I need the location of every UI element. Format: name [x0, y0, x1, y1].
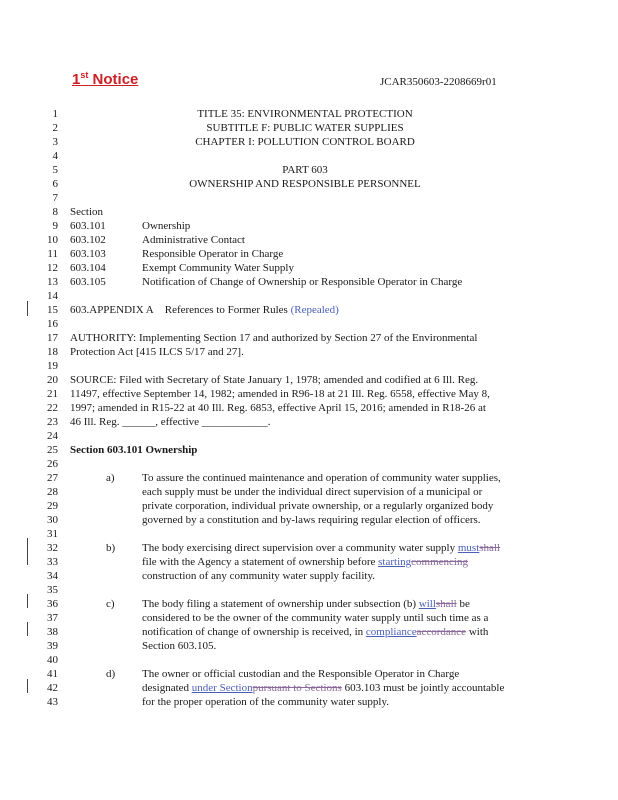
line-number: 42	[47, 682, 58, 694]
deletion: shall	[479, 542, 501, 554]
subsection-text: governed by a constitution and by-laws requiring regular election of officers.	[142, 514, 481, 526]
line-number: 14	[47, 290, 58, 302]
line-number: 15	[47, 304, 58, 316]
line-number: 8	[52, 206, 58, 218]
line-number: 33	[47, 556, 58, 568]
first-notice-label: 1st Notice	[72, 70, 139, 88]
subsection-text: notification of change of ownership is received, in complianceaccordance with	[142, 626, 489, 638]
subsection-text: The owner or official custodian and the Responsible Operator in Charge	[142, 668, 460, 680]
toc-title: Ownership	[142, 220, 191, 232]
part-number: PART 603	[282, 164, 328, 176]
subsection-text: The body filing a statement of ownership under subsection (b) willshall be	[142, 598, 470, 610]
source-line: 11497, effective September 14, 1982; amended in R96-18 at 21 Ill. Reg. 6558, effective May 8,	[70, 388, 490, 400]
insertion: must	[457, 542, 480, 554]
line-number: 23	[47, 416, 58, 428]
line-number: 22	[47, 402, 58, 414]
subsection-text: The body exercising direct supervision over a community water supply mustshall	[142, 542, 501, 554]
subsection-label: d)	[106, 668, 116, 680]
subsection-label: b)	[106, 542, 116, 554]
insertion: compliance	[365, 626, 417, 638]
authority-line: AUTHORITY: Implementing Section 17 and authorized by Section 27 of the Environmental	[70, 332, 478, 344]
deletion: shall	[435, 598, 457, 610]
insertion: will	[418, 598, 436, 610]
deletion: pursuant to Sections	[252, 682, 342, 694]
section-heading: Section 603.101 Ownership	[70, 444, 198, 456]
title-line: TITLE 35: ENVIRONMENTAL PROTECTION	[197, 108, 413, 120]
toc-title: Responsible Operator in Charge	[142, 248, 284, 260]
line-number: 1	[52, 108, 58, 120]
subsection-text: considered to be the owner of the community water supply until such time as a	[142, 612, 489, 624]
line-number: 12	[47, 262, 58, 274]
subsection-text: for the proper operation of the community water supply.	[142, 696, 390, 708]
toc-heading: Section	[70, 206, 103, 218]
line-number: 3	[52, 136, 58, 148]
repealed-insertion: (Repealed)	[290, 304, 339, 316]
subsection-text: To assure the continued maintenance and operation of community water supplies,	[142, 472, 501, 484]
toc-title: Exempt Community Water Supply	[142, 262, 294, 274]
source-line: SOURCE: Filed with Secretary of State January 1, 1978; amended and codified at 6 Ill. Reg.	[70, 374, 479, 386]
line-number: 24	[47, 430, 58, 442]
toc-appendix-title: References to Former Rules	[164, 304, 288, 316]
line-number: 20	[47, 374, 58, 386]
line-number: 28	[47, 486, 58, 498]
line-number: 41	[47, 668, 58, 680]
subtitle-line: SUBTITLE F: PUBLIC WATER SUPPLIES	[206, 122, 404, 134]
subsection-text: each supply must be under the individual direct supervision of a municipal or	[142, 486, 483, 498]
chapter-line: CHAPTER I: POLLUTION CONTROL BOARD	[195, 136, 415, 148]
deletion: commencing	[411, 556, 468, 568]
subsection-text: file with the Agency a statement of ownership before startingcommencing	[142, 556, 468, 568]
line-number: 40	[47, 654, 58, 666]
line-number: 36	[47, 598, 58, 610]
line-number: 19	[47, 360, 58, 372]
line-number: 29	[47, 500, 58, 512]
line-number: 17	[47, 332, 58, 344]
deletion: accordance	[416, 626, 467, 638]
toc-code: 603.104	[70, 262, 106, 274]
toc-code: 603.103	[70, 248, 106, 260]
line-number: 35	[47, 584, 58, 596]
line-number: 7	[52, 192, 58, 204]
subsection-text: designated under Sectionpursuant to Sections 603.103 must be jointly accountable	[142, 682, 505, 694]
line-number: 18	[47, 346, 58, 358]
toc-code: 603.105	[70, 276, 106, 288]
subsection-text: construction of any community water supply facility.	[142, 570, 375, 582]
line-number: 9	[52, 220, 58, 232]
line-number: 37	[47, 612, 58, 624]
line-number: 39	[47, 640, 58, 652]
source-line: 1997; amended in R15-22 at 40 Ill. Reg. 6853, effective April 15, 2016; amended in R18-26 at	[70, 402, 486, 414]
document-id: JCAR350603-2208669r01	[380, 76, 497, 88]
toc-appendix-code: 603.APPENDIX A	[70, 304, 154, 316]
line-number: 2	[52, 122, 58, 134]
line-number: 34	[47, 570, 58, 582]
toc-appendix	[70, 303, 339, 317]
line-number: 27	[47, 472, 58, 484]
line-number: 31	[47, 528, 58, 540]
toc-title: Notification of Change of Ownership or Responsible Operator in Charge	[142, 276, 463, 288]
line-number: 10	[47, 234, 58, 246]
line-number: 13	[47, 276, 58, 288]
toc-title: Administrative Contact	[142, 234, 245, 246]
subsection-text: Section 603.105.	[142, 640, 217, 652]
line-number: 6	[52, 178, 58, 190]
subsection-text: private corporation, individual private ownership, or a regularly organized body	[142, 500, 494, 512]
insertion: starting	[378, 556, 412, 568]
line-number: 38	[47, 626, 58, 638]
subsection-label: c)	[106, 598, 115, 610]
line-number: 5	[52, 164, 58, 176]
source-line: 46 Ill. Reg. ______, effective ____________.	[70, 416, 271, 428]
line-number: 32	[47, 542, 58, 554]
subsection-label: a)	[106, 472, 115, 484]
line-number: 11	[47, 248, 58, 260]
part-name: OWNERSHIP AND RESPONSIBLE PERSONNEL	[189, 178, 421, 190]
insertion: under Section	[191, 682, 253, 694]
line-number: 43	[47, 696, 58, 708]
line-number: 26	[47, 458, 58, 470]
line-number: 25	[47, 444, 58, 456]
line-number: 21	[47, 388, 58, 400]
authority-line: Protection Act [415 ILCS 5/17 and 27].	[70, 346, 244, 358]
line-number: 16	[47, 318, 58, 330]
toc-code: 603.101	[70, 220, 106, 232]
line-number: 4	[52, 150, 58, 162]
line-number: 30	[47, 514, 58, 526]
toc-code: 603.102	[70, 234, 106, 246]
